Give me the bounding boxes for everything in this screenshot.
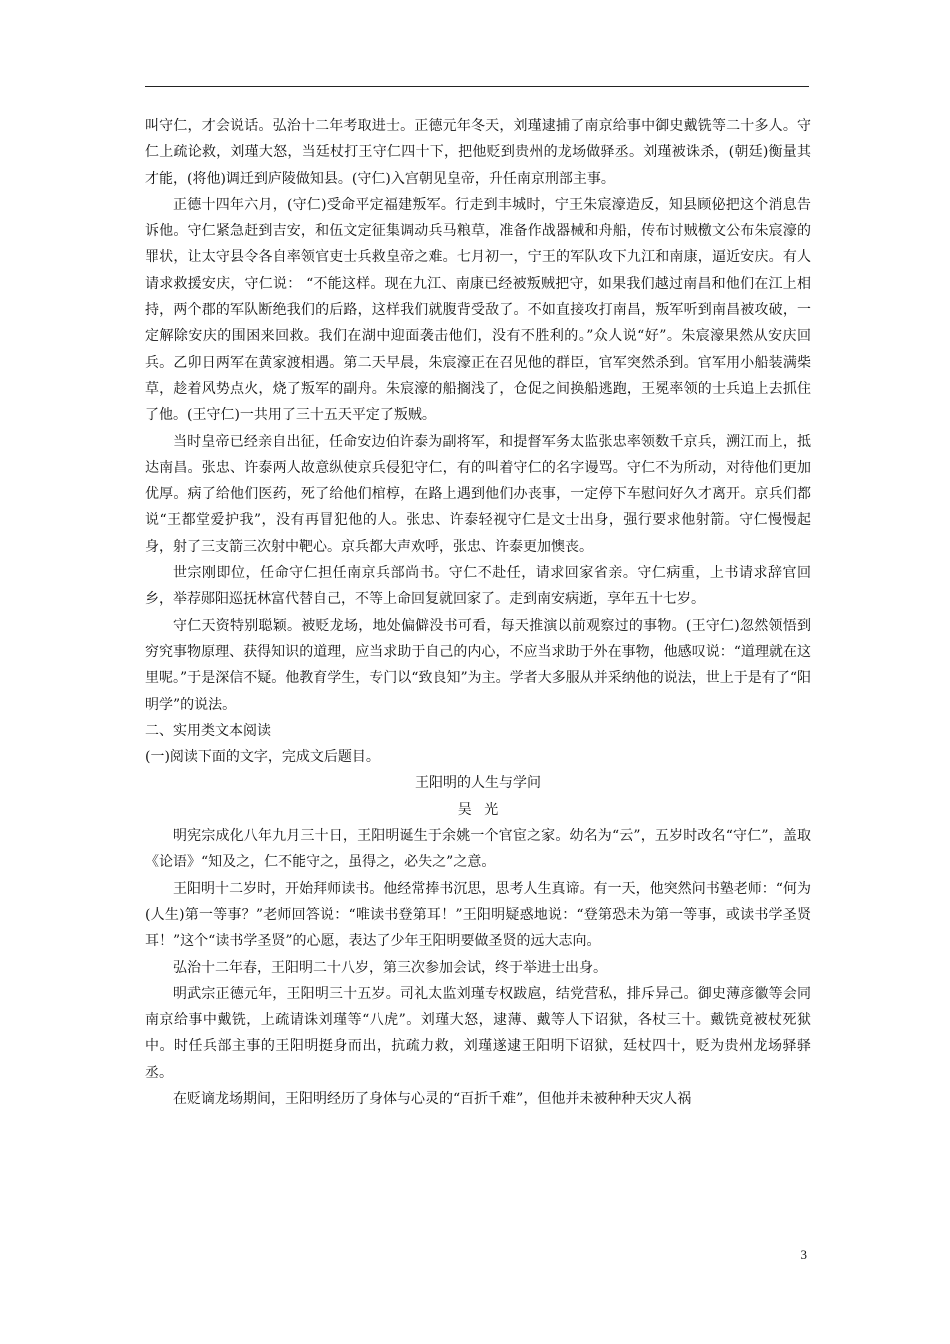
paragraph-3: 当时皇帝已经亲自出征，任命安边伯许泰为副将军，和提督军务太监张忠率领数千京兵，溯江而上，抵达南昌。张忠、许泰两人故意纵使京兵侵犯守仁，有的叫着守仁的名字谩骂。守仁不为所动，对待他们更加优厚。病了给他们医药，死了给他们棺椁，在路上遇到他们办丧事，一定停下车慰问好久才离开。京兵们都说“王都堂爱护我”，没有再冒犯他的人。张忠、许泰轻视守仁是文士出身，强行要求他射箭。守仁慢慢起身，射了三支箭三次射中靶心。京兵都大声欢呼，张忠、许泰更加懊丧。 xyxy=(145,433,811,555)
paragraph-1: 叫守仁，才会说话。弘治十二年考取进士。正德元年冬天，刘瑾逮捕了南京给事中御史戴铣等二十多人。守仁上疏论救，刘瑾大怒，当廷杖打王守仁四十下，把他贬到贵州的龙场做驿丞。刘瑾被诛杀，(朝廷)衡量其才能，(将他)调迁到庐陵做知县。(守仁)入宫朝见皇帝，升任南京刑部主事。 xyxy=(145,118,811,187)
document-body xyxy=(145,113,811,1112)
paragraph-5: 守仁天资特别聪颖。被贬龙场，地处偏僻没书可看，每天推演以前观察过的事物。(王守仁)忽然领悟到穷究事物原理、获得知识的道理，应当求助于自己的内心，不应当求助于外在事物，他感叹说：“道理就在这里呢。”于是深信不疑。他教育学生，专门以“致良知”为主。学者大多服从并采纳他的说法，世上于是有了“阳明学”的说法。 xyxy=(145,617,811,713)
article-title: 王阳明的人生与学问 xyxy=(415,775,541,792)
paragraph-8: 弘治十二年春，王阳明二十八岁，第三次参加会试，终于举进士出身。 xyxy=(173,959,607,976)
question-instruction: (一)阅读下面的文字，完成文后题目。 xyxy=(145,749,380,766)
section-heading: 二、实用类文本阅读 xyxy=(145,722,271,739)
article-author xyxy=(145,797,811,823)
page-number: 3 xyxy=(800,1247,807,1262)
paragraph-6: 明宪宗成化八年九月三十日，王阳明诞生于余姚一个官宦之家。幼名为“云”，五岁时改名“守仁”，盖取《论语》“知及之，仁不能守之，虽得之，必失之”之意。 xyxy=(145,828,811,871)
paragraph-9: 明武宗正德元年，王阳明三十五岁。司礼太监刘瑾专权跋扈，结党营私，排斥异己。御史薄彦徽等会同南京给事中戴铣，上疏请诛刘瑾等“八虎”。刘瑾大怒，逮薄、戴等人下诏狱，各杖三十。戴铣竟被杖死狱中。时任兵部主事的王阳明挺身而出，抗疏力救，刘瑾遂逮王阳明下诏狱，廷杖四十，贬为贵州龙场驿驿丞。 xyxy=(145,985,811,1081)
paragraph-4: 世宗刚即位，任命守仁担任南京兵部尚书。守仁不赴任，请求回家省亲。守仁病重，上书请求辞官回乡，举荐郧阳巡抚林富代替自己，不等上命回复就回家了。走到南安病逝，享年五十七岁。 xyxy=(145,565,811,608)
paragraph-7: 王阳明十二岁时，开始拜师读书。他经常捧书沉思，思考人生真谛。有一天，他突然问书塾老师：“何为(人生)第一等事？”老师回答说：“唯读书登第耳！”王阳明疑惑地说：“登第恐未为第一等事，或读书学圣贤耳！”这个“读书学圣贤”的心愿，表达了少年王阳明要做圣贤的远大志向。 xyxy=(145,880,811,950)
header-rule xyxy=(145,86,809,87)
paragraph-10: 在贬谪龙场期间，王阳明经历了身体与心灵的“百折千难”，但他并未被种种天灾人祸 xyxy=(173,1090,692,1107)
paragraph-2: 正德十四年六月，(守仁)受命平定福建叛军。行走到丰城时，宁王朱宸濠造反，知县顾佖把这个消息告诉他。守仁紧急赶到吉安，和伍文定征集调动兵马粮草，准备作战器械和舟船，传布讨贼檄文公布朱宸濠的罪状，让太守县令各自率领官吏士兵救皇帝之难。七月初一，宁王的军队攻下九江和南康，逼近安庆。有人请求救援安庆，守仁说： “不能这样。现在九江、南康已经被叛贼把守，如果我们越过南昌和他们在江上相持，两个郡的军队断绝我们的后路，这样我们就腹背受敌了。不如直接攻打南昌，叛军听到南昌被攻破，一定解除安庆的围困来回救。我们在湖中迎面袭击他们，没有不胜利的。”众人说“好”。朱宸濠果然从安庆回兵。乙卯日两军在黄家渡相遇。第二天早晨，朱宸濠正在召见他的群臣，官军突然杀到。官军用小船装满柴草，趁着风势点火，烧了叛军的副舟。朱宸濠的船搁浅了，仓促之间换船逃跑，王冕率领的士兵追上去抓住了他。(王守仁)一共用了三十五天平定了叛贼。 xyxy=(145,196,811,424)
author-name: 吴光 xyxy=(457,801,511,818)
